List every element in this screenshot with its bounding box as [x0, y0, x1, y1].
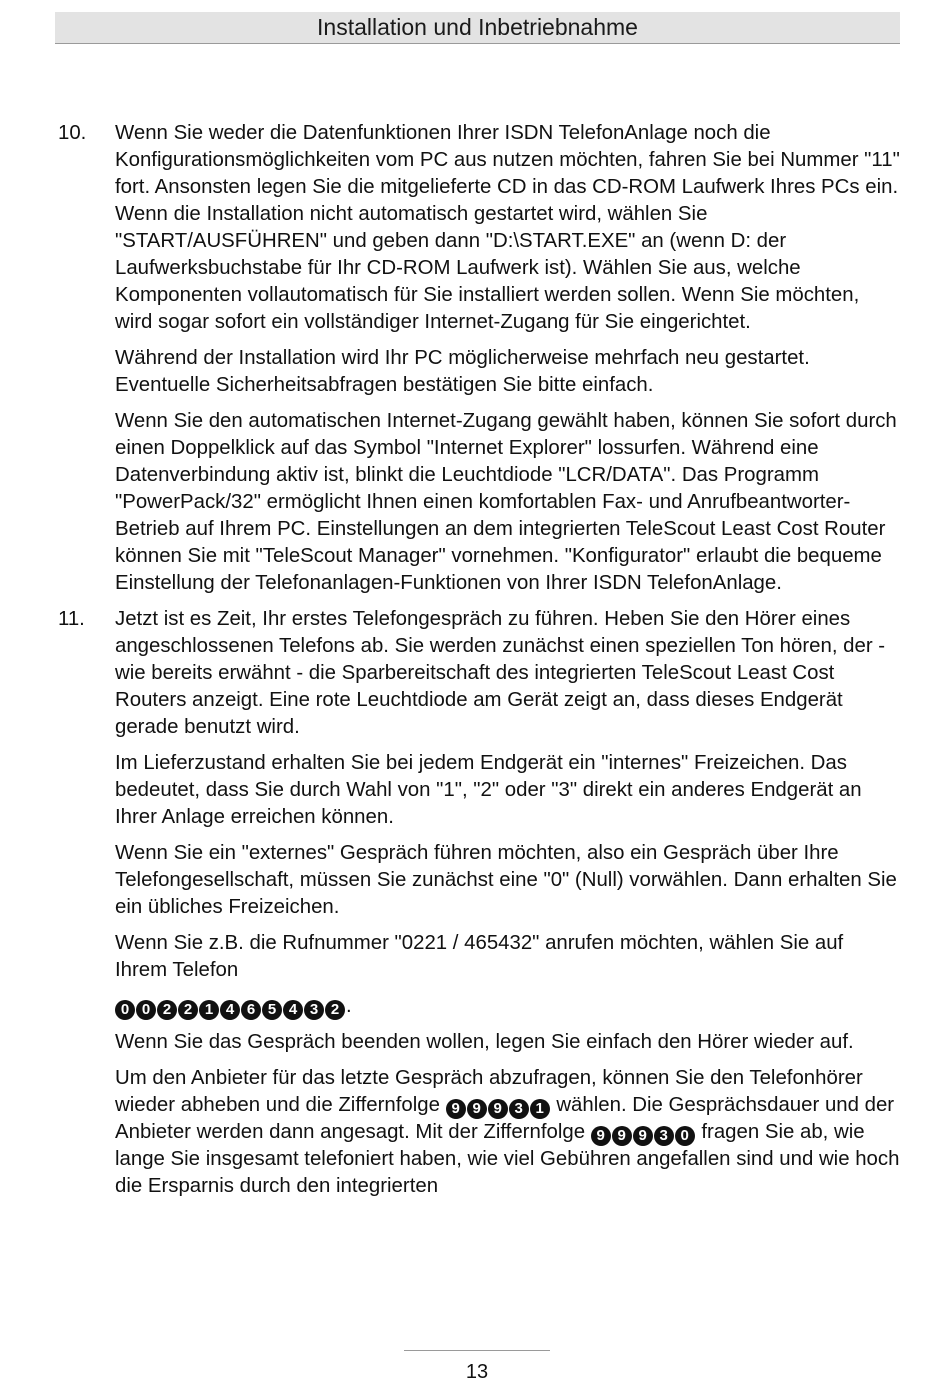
- footer-divider: [404, 1350, 550, 1351]
- digit-key-icon: 9: [612, 1126, 632, 1146]
- digit-key-icon: 0: [675, 1126, 695, 1146]
- paragraph: Wenn Sie den automatischen Internet-Zugang gewählt haben, können Sie sofort durch einen Doppelklick auf das Symbol "Internet Explorer" lossurfen. Während eine Datenverbindung aktiv ist, blinkt die Leuchtdiode "LCR/DATA". Das Programm "PowerPack/32" ermöglicht Ihnen einen komfortablen Fax- und Anrufbeantworter-Betrieb auf Ihrem PC. Einstellungen an dem integrierten TeleScout Least Cost Router können Sie mit "TeleScout Manager" vornehmen. "Konfigurator" erlaubt die bequeme Einstellung der Telefonanlagen-Funktionen von Ihrer ISDN TelefonAnlage.: [115, 410, 897, 594]
- page-content: [58, 120, 900, 1209]
- list-item-10: [58, 120, 900, 597]
- page-number: 13: [465, 1361, 489, 1383]
- text-run: fragen Sie ab, wie lange Sie insgesamt telefoniert haben, wie viel Gebühren angefallen sind und wie hoch die Ersparnis durch den integrierten: [115, 1121, 900, 1197]
- dial-sequence: [115, 993, 900, 1020]
- digit-key-icon: 5: [262, 1000, 282, 1020]
- digit-key-icon: 2: [178, 1000, 198, 1020]
- digit-key-icon: 9: [633, 1126, 653, 1146]
- digit-key-icon: 6: [241, 1000, 261, 1020]
- paragraph: Wenn Sie z.B. die Rufnummer "0221 / 465432" anrufen möchten, wählen Sie auf Ihrem Telefon: [115, 932, 844, 981]
- paragraph: Wenn Sie das Gespräch beenden wollen, legen Sie einfach den Hörer wieder auf.: [115, 1031, 854, 1053]
- paragraph: Während der Installation wird Ihr PC möglicherweise mehrfach neu gestartet. Eventuelle Sicherheitsabfragen bestätigen Sie bitte einfach.: [115, 347, 810, 396]
- dial-keys: [591, 1121, 696, 1143]
- digit-key-icon: 3: [654, 1126, 674, 1146]
- digit-key-icon: 2: [325, 1000, 345, 1020]
- digit-key-icon: 4: [220, 1000, 240, 1020]
- digit-key-icon: 9: [467, 1099, 487, 1119]
- digit-key-icon: 1: [530, 1099, 550, 1119]
- digit-key-icon: 3: [509, 1099, 529, 1119]
- digit-key-icon: 9: [591, 1126, 611, 1146]
- paragraph: Im Lieferzustand erhalten Sie bei jedem Endgerät ein "internes" Freizeichen. Das bedeutet, dass Sie durch Wahl von "1", "2" oder "3" direkt ein anderes Endgerät an Ihrer Anlage erreichen können.: [115, 752, 862, 828]
- digit-key-icon: 3: [304, 1000, 324, 1020]
- digit-key-icon: 0: [136, 1000, 156, 1020]
- dial-keys: [115, 995, 346, 1017]
- digit-key-icon: 9: [488, 1099, 508, 1119]
- item-number: 11.: [58, 608, 85, 630]
- digit-key-icon: 4: [283, 1000, 303, 1020]
- digit-key-icon: 9: [446, 1099, 466, 1119]
- digit-key-icon: 1: [199, 1000, 219, 1020]
- dial-keys: [446, 1094, 551, 1116]
- paragraph: Jetzt ist es Zeit, Ihr erstes Telefongespräch zu führen. Heben Sie den Hörer eines angeschlossenen Telefons ab. Sie werden zunächst einen speziellen Ton hören, der - wie bereits erwähnt - die Sparbereitschaft des integrierten TeleScout Least Cost Routers anzeigt. Eine rote Leuchtdiode am Gerät zeigt an, dass dieses Endgerät gerade benutzt wird.: [115, 608, 886, 738]
- paragraph: Wenn Sie weder die Datenfunktionen Ihrer ISDN TelefonAnlage noch die Konfigurationsmöglichkeiten vom PC aus nutzen möchten, fahren Sie bei Nummer "11" fort. Ansonsten legen Sie die mitgelieferte CD in das CD-ROM Laufwerk Ihres PCs ein. Wenn die Installation nicht automatisch gestartet wird, wählen Sie "START/AUSFÜHREN" und geben dann "D:\START.EXE" an (wenn D: der Laufwerksbuchstabe für Ihr CD-ROM Laufwerk ist). Wählen Sie aus, welche Komponenten vollautomatisch für Sie installiert werden sollen. Wenn Sie möchten, wird sogar sofort ein vollständiger Internet-Zugang für Sie eingerichtet.: [115, 122, 900, 333]
- paragraph: [115, 1065, 900, 1200]
- text-run: Um den Anbieter für das letzte Gespräch abzufragen, können Sie den Telefonhörer wieder abheben und die Ziffernfolge: [115, 1067, 863, 1116]
- digit-key-icon: 2: [157, 1000, 177, 1020]
- dial-suffix: .: [346, 995, 352, 1017]
- list-item-11: [58, 606, 900, 1200]
- digit-key-icon: 0: [115, 1000, 135, 1020]
- text-run: wählen. Die Gesprächsdauer und der Anbieter werden dann angesagt. Mit der Ziffernfolge: [115, 1094, 895, 1143]
- item-number: 10.: [58, 122, 87, 144]
- page-header: Installation und Inbetriebnahme: [55, 12, 900, 44]
- paragraph: Wenn Sie ein "externes" Gespräch führen möchten, also ein Gespräch über Ihre Telefongesellschaft, müssen Sie zunächst eine "0" (Null) vorwählen. Dann erhalten Sie ein übliches Freizeichen.: [115, 842, 897, 918]
